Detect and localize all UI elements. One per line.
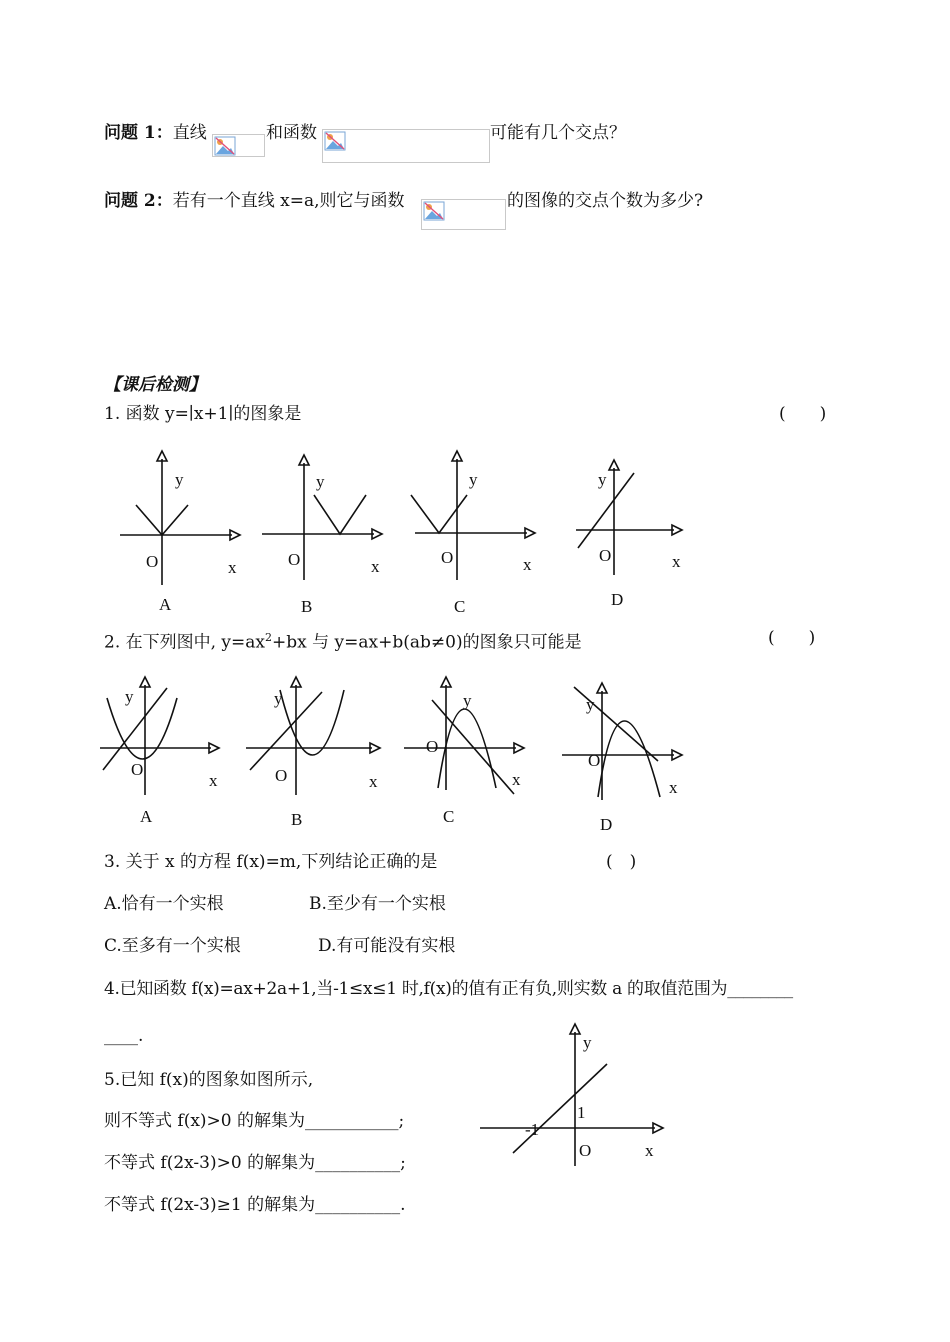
y-label: y	[175, 470, 184, 489]
x-label: x	[512, 770, 521, 789]
problem-5-line-4: 不等式 f(2x-3)≥1 的解集为__________.	[104, 1195, 406, 1215]
v-graph	[411, 495, 467, 533]
option-label: C	[454, 597, 466, 616]
origin-label: O	[131, 760, 144, 779]
broken-image-placeholder	[212, 134, 265, 157]
y-label: y	[598, 470, 607, 489]
p2-graph-a	[95, 670, 235, 800]
parabola	[107, 698, 177, 759]
y-label: y	[583, 1033, 592, 1052]
origin-label: O	[588, 751, 601, 770]
option-label: C	[443, 807, 455, 826]
problem-5-line-1: 5.已知 f(x)的图象如图所示,	[104, 1070, 314, 1090]
section-title: 【课后检测】	[104, 375, 206, 395]
image-icon	[423, 201, 445, 221]
y-label: y	[463, 691, 472, 710]
problem-2-answer-paren: ( )	[768, 628, 816, 648]
option-label: D	[600, 815, 613, 834]
p2-graph-b	[240, 670, 390, 800]
y-label: y	[274, 689, 283, 708]
problem-2-text-a: 2. 在下列图中, y=ax	[104, 632, 266, 653]
x-label: x	[369, 772, 378, 791]
x-label: x	[228, 558, 237, 577]
x-label: x	[645, 1141, 654, 1160]
option-label: A	[140, 807, 153, 826]
problem-2-text	[104, 627, 582, 654]
option-a: A.恰有一个实根	[104, 894, 224, 914]
line-graph	[250, 692, 322, 770]
option-label: B	[301, 597, 313, 616]
q2-text-1: 若有一个直线 x=a,则它与函数	[172, 191, 405, 211]
option-label: B	[291, 810, 303, 829]
problem-1-answer-paren: ( )	[779, 404, 827, 424]
p1-graph-d	[568, 455, 708, 595]
origin-label: O	[441, 548, 454, 567]
image-icon	[214, 136, 236, 156]
x-label: x	[371, 557, 380, 576]
intercept-label: 1	[577, 1103, 586, 1122]
option-c: C.至多有一个实根	[104, 936, 241, 956]
p1-graph-b	[252, 445, 392, 595]
option-label: D	[611, 590, 624, 609]
y-label: y	[586, 695, 595, 714]
x-label: x	[523, 555, 532, 574]
y-label: y	[125, 687, 134, 706]
origin-label: O	[146, 552, 159, 571]
broken-image-placeholder	[421, 199, 506, 230]
q1-label: 问题 1：	[104, 123, 173, 143]
intercept-label: -1	[525, 1120, 540, 1139]
line-graph	[513, 1064, 607, 1153]
p2-graph-c	[400, 670, 540, 800]
problem-4-text: 4.已知函数 f(x)=ax+2a+1,当-1≤x≤1 时,f(x)的值有正有负,则实数 a 的取值范围为________	[104, 979, 793, 999]
x-label: x	[672, 552, 681, 571]
p1-graph-a	[110, 445, 250, 595]
v-graph	[314, 495, 366, 534]
y-label: y	[316, 472, 325, 491]
problem-2-text-b: +bx 与 y=ax+b(ab≠0)的图象只可能是	[272, 632, 582, 653]
problem-5-line-3: 不等式 f(2x-3)>0 的解集为__________;	[104, 1153, 406, 1173]
problem-1-text: 1. 函数 y=∣x+1∣的图象是	[104, 404, 302, 424]
broken-image-placeholder	[322, 129, 490, 163]
problem-3-answer-paren: ( )	[606, 852, 637, 872]
q1-text-2: 和函数	[266, 123, 317, 143]
x-label: x	[669, 778, 678, 797]
option-b: B.至少有一个实根	[309, 894, 446, 914]
q2-text-2: 的图像的交点个数为多少?	[507, 191, 704, 211]
line-graph	[103, 688, 167, 770]
p1-graph-c	[405, 445, 545, 595]
line-graph	[432, 700, 514, 794]
p5-graph	[475, 1020, 675, 1170]
y-label: y	[469, 470, 478, 489]
origin-label: O	[275, 766, 288, 785]
parabola	[280, 690, 344, 755]
problem-5-line-2: 则不等式 f(x)>0 的解集为___________;	[104, 1111, 405, 1131]
origin-label: O	[579, 1141, 592, 1160]
problem-4-blank: ____.	[104, 1026, 144, 1046]
option-label: A	[159, 595, 172, 614]
origin-label: O	[599, 546, 612, 565]
problem-3-text: 3. 关于 x 的方程 f(x)=m,下列结论正确的是	[104, 852, 438, 872]
q1-text-3: 可能有几个交点？	[490, 123, 626, 143]
q2-label: 问题 2：	[104, 191, 173, 211]
option-d: D.有可能没有实根	[318, 936, 456, 956]
q1-text-1: 直线	[172, 123, 207, 143]
origin-label: O	[426, 737, 439, 756]
origin-label: O	[288, 550, 301, 569]
superscript: 2	[265, 631, 273, 644]
parabola	[598, 721, 660, 797]
x-label: x	[209, 771, 218, 790]
p2-graph-d	[558, 675, 698, 810]
image-icon	[324, 131, 346, 151]
